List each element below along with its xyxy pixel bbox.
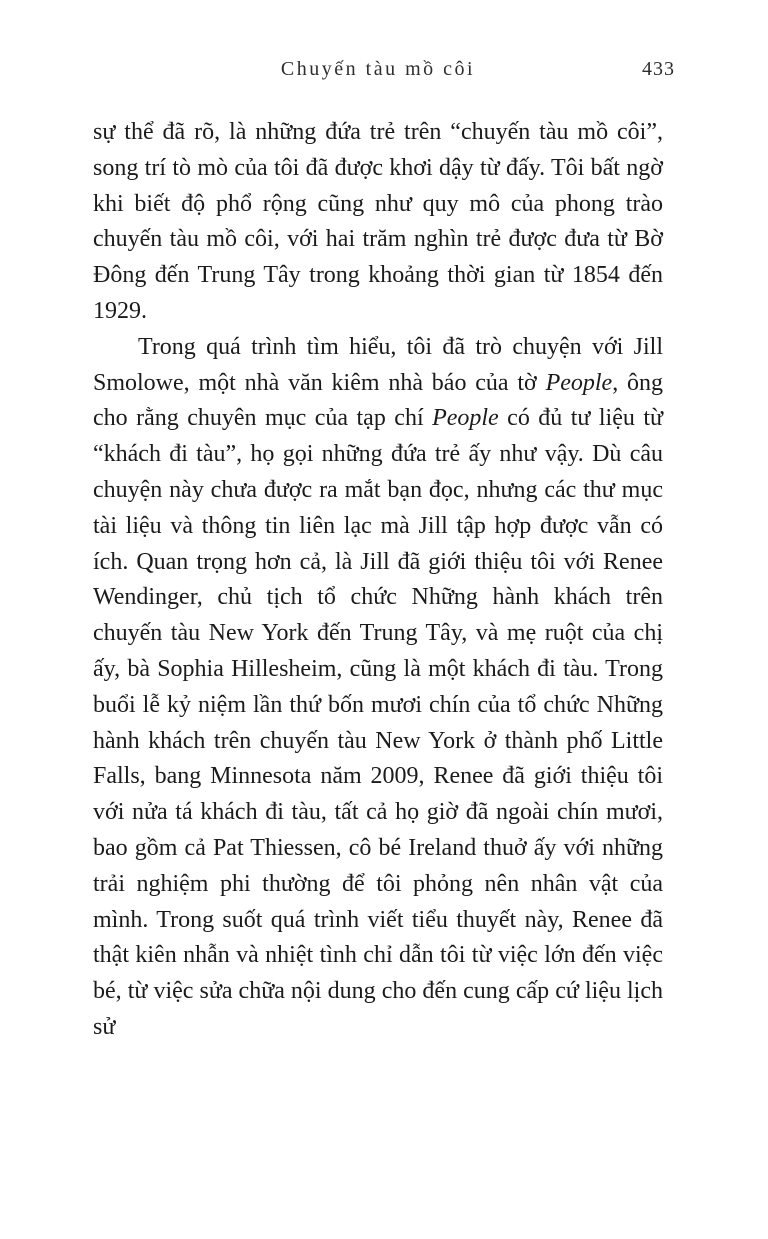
text-run: Trong quá trình tìm hiểu, tôi đã trò chuyện với Jill Smolowe, một nhà văn kiêm nhà báo của tờ [93, 333, 663, 396]
book-page [0, 58, 768, 1239]
page-number: 433 [642, 58, 675, 80]
paragraph-2 [93, 330, 663, 1046]
text-run-italic: People [432, 405, 499, 432]
text-run-italic: People [545, 369, 613, 396]
text-run: sự thể đã rõ, là những đứa trẻ trên “chuyến tàu mồ côi”, song trí tò mò của tôi đã được khơi dậy từ đấy. Tôi bất ngờ khi biết độ phổ rộng cũng như quy mô của phong trào chuyến tàu mồ côi, với hai trăm nghìn trẻ được đưa từ Bờ Đông đến Trung Tây trong khoảng thời gian từ 1854 đến 1929. [93, 119, 663, 324]
paragraph-1 [93, 115, 663, 330]
running-head-title: Chuyến tàu mồ côi [280, 58, 476, 80]
text-run: , ông cho rằng chuyên mục của tạp chí [93, 369, 664, 432]
text-run: có đủ tư liệu từ “khách đi tàu”, họ gọi những đứa trẻ ấy như vậy. Dù câu chuyện này chưa được ra mắt bạn đọc, nhưng các thư mục tài liệu và thông tin liên lạc mà Jill tập hợp được vẫn có ích. Quan trọng hơn cả, là Jill đã giới thiệu tôi với Renee Wendinger, chủ tịch tổ chức Những hành khách trên chuyến tàu New York đến Trung Tây, và mẹ ruột của chị ấy, bà Sophia Hillesheim, cũng là một khách đi tàu. Trong buổi lễ kỷ niệm lần thứ bốn mươi chín của tổ chức Những hành khách trên chuyến tàu New York ở thành phố Little Falls, bang Minnesota năm 2009, Renee đã giới thiệu tôi với nửa tá khách đi tàu, tất cả họ giờ đã ngoài chín mươi, bao gồm cả Pat Thiessen, cô bé Ireland thuở ấy với những trải nghiệm phi thường để tôi phỏng nên nhân vật của mình. Trong suốt quá trình viết tiểu thuyết này, Renee đã thật kiên nhẫn và nhiệt tình chỉ dẫn tôi từ việc lớn đến việc bé, từ việc sửa chữa nội dung cho đến cung cấp cứ liệu lịch sử [93, 405, 663, 1040]
page-header [93, 58, 675, 88]
body-text [93, 115, 663, 1046]
